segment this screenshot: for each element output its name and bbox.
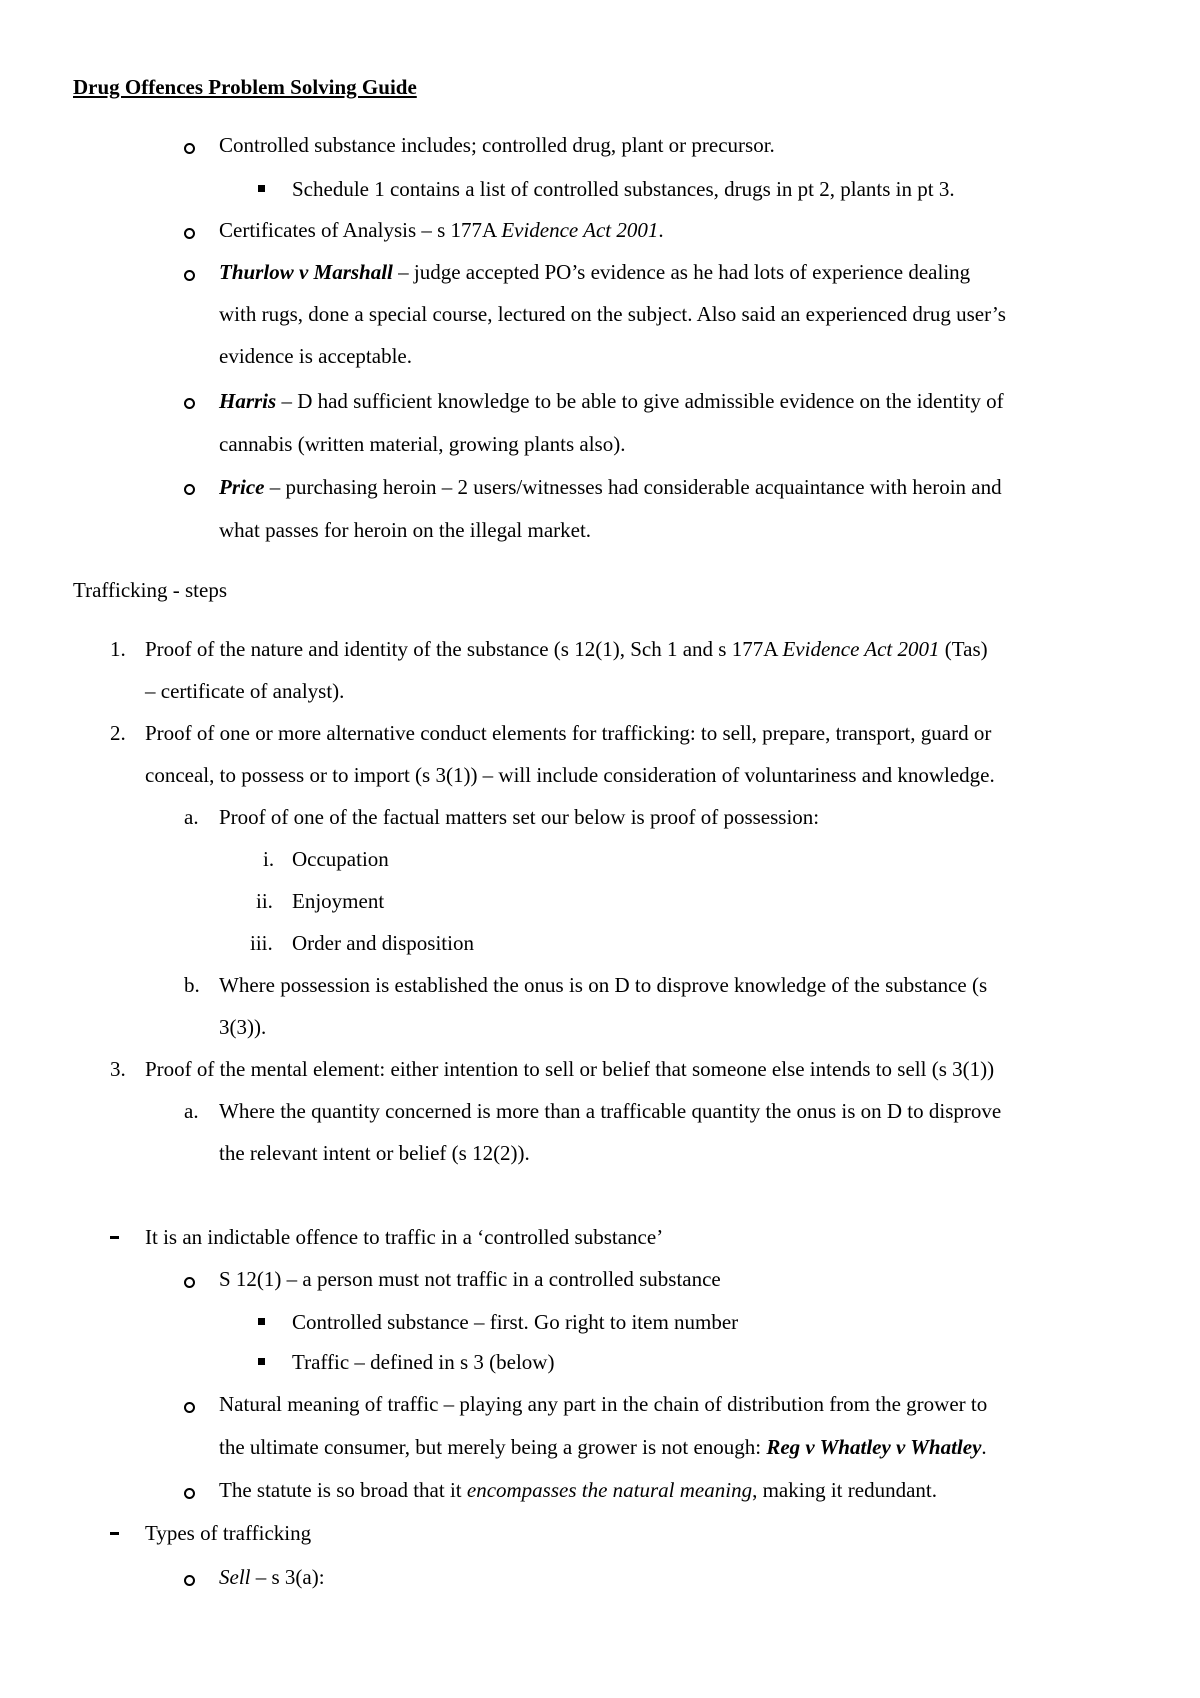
- circle-bullet-icon: [184, 1277, 195, 1288]
- case-name: Harris: [219, 389, 277, 413]
- bullet-statute-broad: The statute is so broad that it encompasses the natural meaning, making it redundant.: [219, 1478, 937, 1502]
- roman-item-order: Order and disposition: [292, 931, 474, 955]
- bullet-controlled-substance: Controlled substance includes; controlled drug, plant or precursor.: [219, 133, 775, 157]
- bullet-thurlow-cont: with rugs, done a special course, lectured on the subject. Also said an experienced drug user’s: [219, 302, 1006, 326]
- bullet-price: Price – purchasing heroin – 2 users/witnesses had considerable acquaintance with heroin and: [219, 475, 1002, 499]
- bullet-natural-meaning: Natural meaning of traffic – playing any part in the chain of distribution from the grower to: [219, 1392, 988, 1416]
- bullet-thurlow: Thurlow v Marshall – judge accepted PO’s evidence as he had lots of experience dealing: [219, 260, 971, 284]
- case-name: Reg v Whatley v Whatley: [766, 1435, 982, 1459]
- circle-bullet-icon: [184, 270, 195, 281]
- square-bullet-icon: [258, 1318, 265, 1325]
- step-1: Proof of the nature and identity of the substance (s 12(1), Sch 1 and s 177A Evidence Act 2001 (Tas): [145, 637, 988, 661]
- step-2b-cont: 3(3)).: [219, 1015, 267, 1039]
- bullet-certificates: Certificates of Analysis – s 177A Evidence Act 2001.: [219, 218, 664, 242]
- circle-bullet-icon: [184, 484, 195, 495]
- step-2-cont: conceal, to possess or to import (s 3(1)) – will include consideration of voluntariness and knowledge.: [145, 763, 995, 787]
- bullet-thurlow-cont: evidence is acceptable.: [219, 344, 412, 368]
- dash-item-types: Types of trafficking: [145, 1521, 312, 1545]
- step-3a: Where the quantity concerned is more than a trafficable quantity the onus is on D to disprove: [219, 1099, 1002, 1123]
- roman-item-occupation: Occupation: [292, 847, 389, 871]
- bullet-natural-meaning-cont: the ultimate consumer, but merely being a grower is not enough: Reg v Whatley v Whatley.: [219, 1435, 987, 1459]
- dash-item-indictable: It is an indictable offence to traffic in a ‘controlled substance’: [145, 1225, 664, 1249]
- bullet-s12: S 12(1) – a person must not traffic in a controlled substance: [219, 1267, 721, 1291]
- list-number: 3.: [110, 1057, 126, 1081]
- step-3: Proof of the mental element: either intention to sell or belief that someone else intends to sell (s 3(1)): [145, 1057, 995, 1081]
- list-roman: ii.: [256, 889, 273, 913]
- bullet-schedule-1: Schedule 1 contains a list of controlled substances, drugs in pt 2, plants in pt 3.: [292, 177, 955, 201]
- circle-bullet-icon: [184, 143, 195, 154]
- bullet-harris-cont: cannabis (written material, growing plants also).: [219, 432, 626, 456]
- circle-bullet-icon: [184, 398, 195, 409]
- list-roman: iii.: [250, 931, 273, 955]
- list-number: 2.: [110, 721, 126, 745]
- list-letter: b.: [184, 973, 200, 997]
- bullet-sell: Sell – s 3(a):: [219, 1565, 325, 1589]
- step-2b: Where possession is established the onus is on D to disprove knowledge of the substance (s: [219, 973, 988, 997]
- list-letter: a.: [184, 1099, 199, 1123]
- circle-bullet-icon: [184, 1488, 195, 1499]
- step-3a-cont: the relevant intent or belief (s 12(2)).: [219, 1141, 530, 1165]
- bullet-traffic-defined: Traffic – defined in s 3 (below): [292, 1350, 555, 1374]
- square-bullet-icon: [258, 185, 265, 192]
- list-roman: i.: [263, 847, 275, 871]
- step-2a: Proof of one of the factual matters set our below is proof of possession:: [219, 805, 820, 829]
- roman-item-enjoyment: Enjoyment: [292, 889, 385, 913]
- square-bullet-icon: [258, 1358, 265, 1365]
- circle-bullet-icon: [184, 1575, 195, 1586]
- trafficking-heading: Trafficking - steps: [73, 578, 227, 602]
- list-number: 1.: [110, 637, 126, 661]
- case-name: Thurlow v Marshall: [219, 260, 393, 284]
- case-name: Price: [219, 475, 265, 499]
- circle-bullet-icon: [184, 228, 195, 239]
- step-1-cont: – certificate of analyst).: [145, 679, 345, 703]
- step-2: Proof of one or more alternative conduct elements for trafficking: to sell, prepare, transport, guard or: [145, 721, 992, 745]
- circle-bullet-icon: [184, 1402, 195, 1413]
- bullet-harris: Harris – D had sufficient knowledge to be able to give admissible evidence on the identity of: [219, 389, 1004, 413]
- dash-bullet-icon: [110, 1236, 119, 1239]
- dash-bullet-icon: [110, 1532, 119, 1535]
- bullet-controlled-first: Controlled substance – first. Go right to item number: [292, 1310, 739, 1334]
- list-letter: a.: [184, 805, 199, 829]
- bullet-price-cont: what passes for heroin on the illegal market.: [219, 518, 592, 542]
- page-title: Drug Offences Problem Solving Guide: [73, 75, 417, 99]
